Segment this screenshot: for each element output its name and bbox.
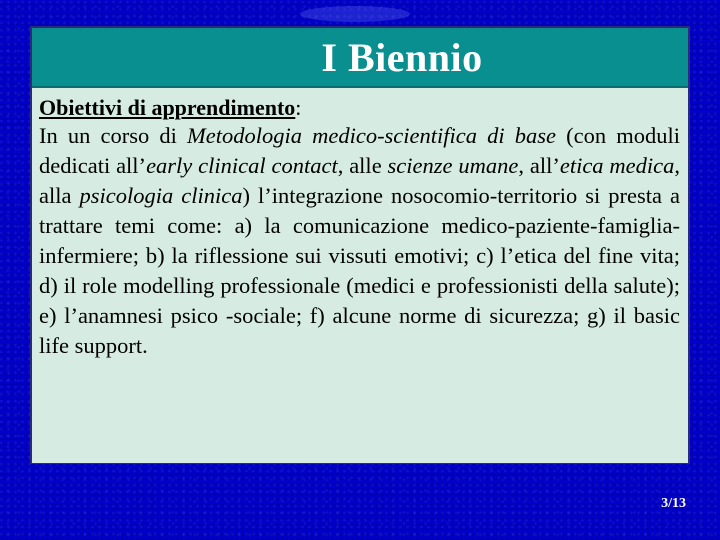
body-text-run: , alla — [39, 153, 681, 208]
body-text-run: ) l’integrazione nosocomio-territorio si presta a trattare temi come: a) la comunicazione medico-paziente-famiglia-infermiere; b) la riflessione sui vissuti emotivi; c) l’etica del fine vita; d) il role modelling professionale (medici e professionisti della salute); e) l’anamnesi psico -sociale; f) alcune norme di sicurezza; g) il basic life support. — [39, 183, 680, 358]
body-italic-term: scienze umane — [387, 153, 519, 178]
page-number: 3/13 — [661, 496, 686, 511]
body-text-run: (con moduli dedicati all’ — [39, 123, 681, 178]
section-heading-label: Obiettivi di apprendimento — [39, 95, 296, 120]
section-heading — [39, 94, 680, 121]
body-text-run: , alle — [337, 153, 388, 178]
body-text-run: , all’ — [518, 153, 560, 178]
content-panel — [32, 88, 688, 463]
body-italic-term: early clinical contact — [146, 153, 338, 178]
body-paragraph — [39, 121, 680, 361]
body-italic-term: etica medica — [559, 153, 675, 178]
body-text-run: In un corso di — [39, 123, 187, 148]
title-bar — [32, 28, 688, 88]
slide-title: I Biennio — [321, 35, 483, 80]
section-heading-suffix: : — [295, 95, 302, 120]
top-decoration — [300, 6, 410, 22]
body-italic-term: psicologia clinica — [79, 183, 243, 208]
body-italic-term: Metodologia medico-scientifica di base — [186, 123, 557, 148]
